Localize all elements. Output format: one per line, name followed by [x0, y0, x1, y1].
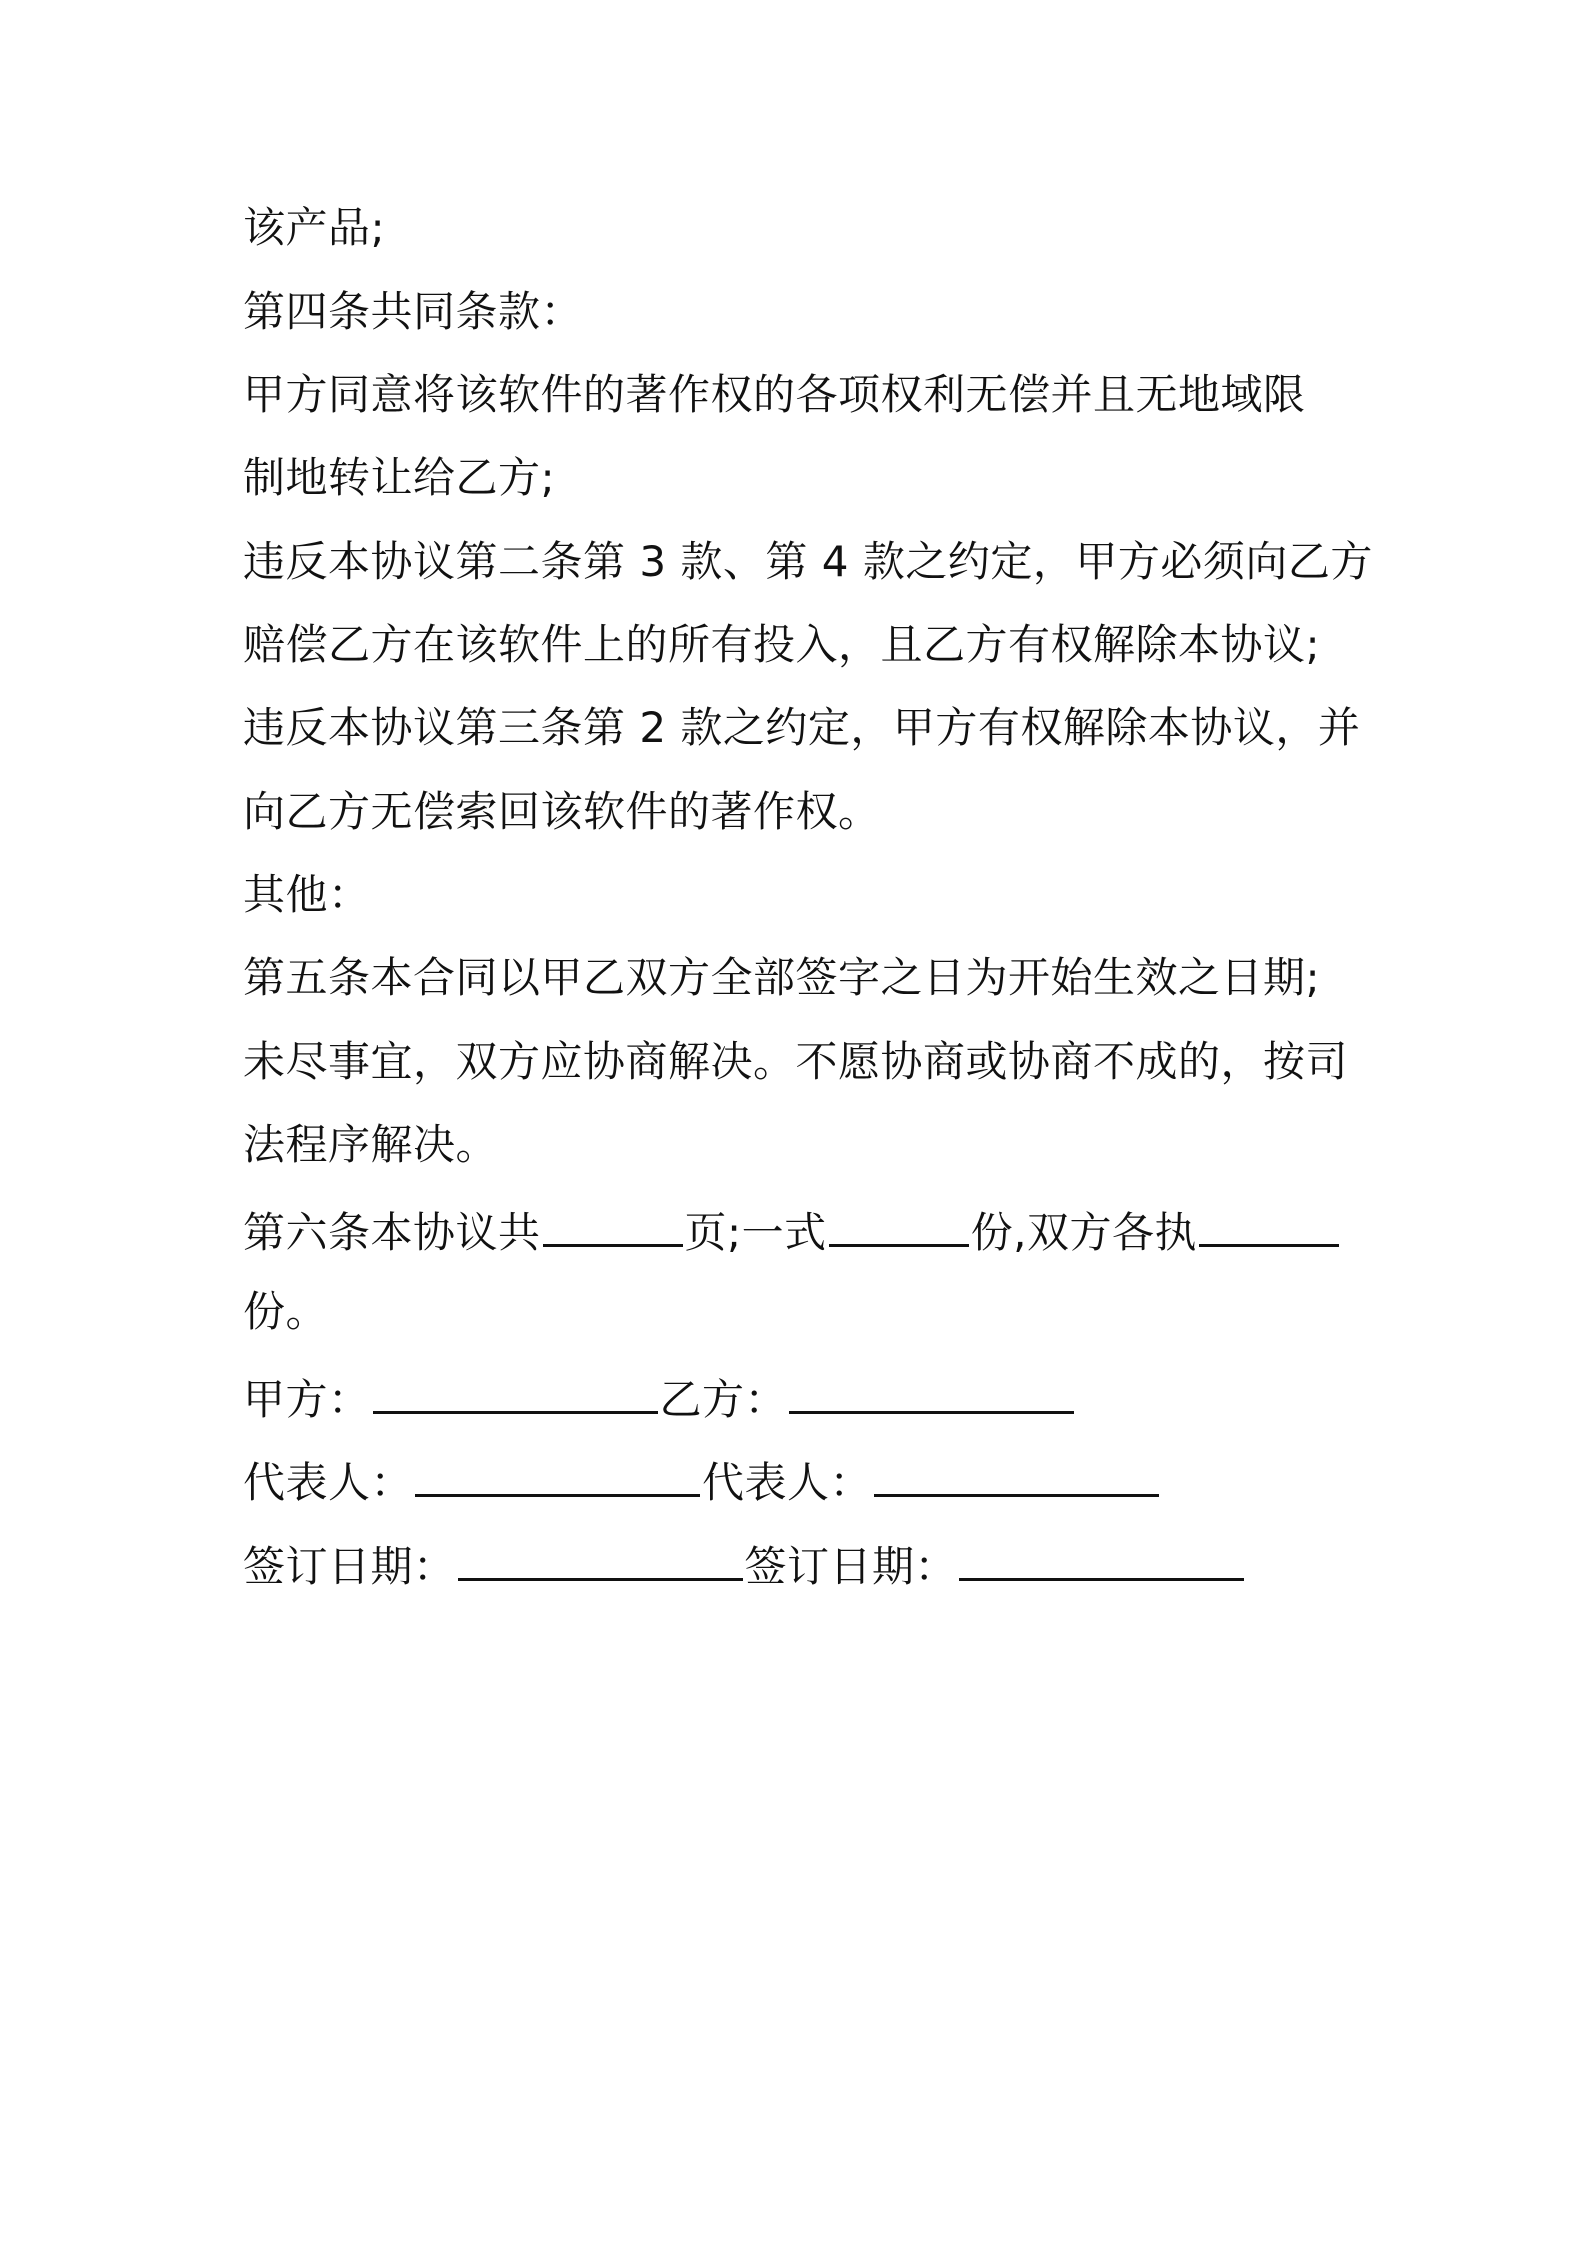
rep-b-blank[interactable] [874, 1450, 1159, 1497]
text-line: 制地转让给乙方; [243, 453, 556, 502]
party-b-blank[interactable] [789, 1367, 1074, 1414]
text-line: 违反本协议第二条第 3 款、第 4 款之约定，甲方必须向乙方 [243, 537, 1373, 586]
rep-a-label: 代表人： [243, 1458, 414, 1507]
article6-line [243, 1200, 1363, 1261]
date-a-label: 签订日期： [243, 1542, 456, 1591]
party-a-label: 甲方： [243, 1375, 371, 1424]
date-b-blank[interactable] [959, 1534, 1244, 1581]
text-line: 向乙方无偿索回该软件的著作权。 [243, 787, 881, 836]
date-b-label: 签订日期： [744, 1542, 958, 1591]
article6-text-2: 页;一式 [684, 1208, 827, 1257]
copies-each-blank[interactable] [1199, 1200, 1339, 1247]
text-line: 违反本协议第三条第 2 款之约定，甲方有权解除本协议，并 [243, 703, 1361, 752]
rep-b-label: 代表人： [702, 1458, 873, 1507]
date-a-blank[interactable] [458, 1534, 743, 1581]
signature-rep-line [243, 1450, 1363, 1511]
copies-count-blank[interactable] [829, 1200, 969, 1247]
text-line: 法程序解决。 [243, 1120, 499, 1169]
text-line: 未尽事宜，双方应协商解决。不愿协商或协商不成的，按司 [243, 1037, 1349, 1086]
article6-text-3: 份,双方各执 [970, 1208, 1198, 1257]
article6-continuation: 份。 [243, 1287, 329, 1336]
article6-text-1: 第六条本协议共 [243, 1208, 541, 1257]
signature-date-line [243, 1534, 1363, 1595]
party-a-blank[interactable] [373, 1367, 658, 1414]
signature-party-line [243, 1367, 1363, 1428]
party-b-label: 乙方： [659, 1375, 788, 1424]
text-line: 第五条本合同以甲乙双方全部签字之日为开始生效之日期; [243, 953, 1321, 1002]
section-heading-other: 其他： [243, 870, 371, 919]
text-line: 甲方同意将该软件的著作权的各项权利无偿并且无地域限 [243, 370, 1306, 419]
text-line: 赔偿乙方在该软件上的所有投入，且乙方有权解除本协议; [243, 620, 1321, 669]
rep-a-blank[interactable] [415, 1450, 700, 1497]
page-count-blank[interactable] [543, 1200, 683, 1247]
text-line: 该产品; [243, 203, 386, 252]
section-heading-article4: 第四条共同条款： [243, 287, 584, 336]
